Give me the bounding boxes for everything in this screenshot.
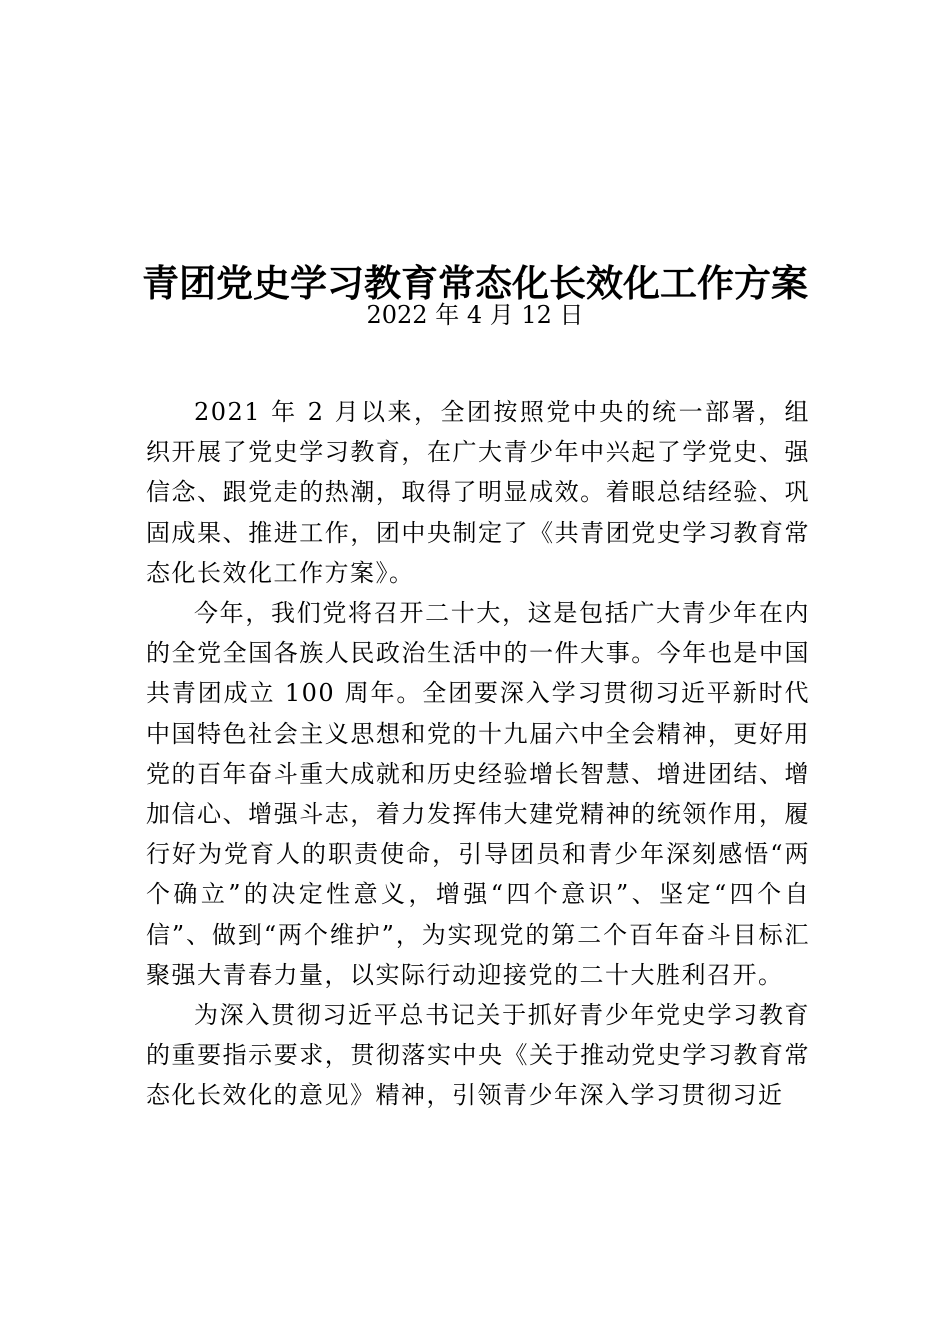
document-title: 青团党史学习教育常态化长效化工作方案 — [142, 261, 808, 305]
document-body — [146, 392, 810, 1116]
body-paragraph: 为深入贯彻习近平总书记关于抓好青少年党史学习教育的重要指示要求，贯彻落实中央《关于推动党史学习教育常态化长效化的意见》精神，引领青少年深入学习贯彻习近 — [146, 1001, 810, 1110]
body-paragraph: 今年，我们党将召开二十大，这是包括广大青少年在内的全党全国各族人民政治生活中的一件大事。今年也是中国共青团成立 100 周年。全团要深入学习贯彻习近平新时代中国特色社会主义思想和党的十九届六中全会精神，更好用党的百年奋斗重大成就和历史经验增长智慧、增进团结、增加信心、增强斗志，着力发挥伟大建党精神的统领作用，履行好为党育人的职责使命，引导团员和青少年深刻感悟“两个确立”的决定性意义，增强“四个意识”、坚定“四个自信”、做到“两个维护”，为实现党的第二个百年奋斗目标汇聚强大青春力量，以实际行动迎接党的二十大胜利召开。 — [146, 599, 810, 989]
document-date: 2022 年 4 月 12 日 — [366, 301, 584, 329]
body-paragraph: 2021 年 2 月以来，全团按照党中央的统一部署，组织开展了党史学习教育，在广大青少年中兴起了学党史、强信念、跟党走的热潮，取得了明显成效。着眼总结经验、巩固成果、推进工作，团中央制定了《共青团党史学习教育常态化长效化工作方案》。 — [146, 398, 810, 587]
